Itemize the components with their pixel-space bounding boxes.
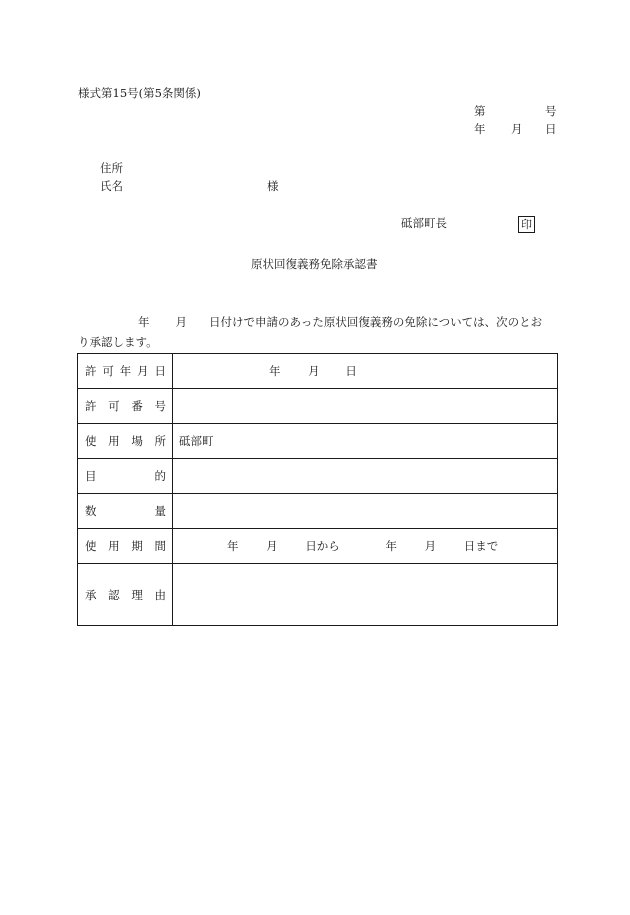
value-permit-number [173, 389, 558, 424]
period-start-year: 年 [227, 539, 239, 553]
use-location-value: 砥部町 [179, 434, 214, 448]
label-char: 量 [154, 504, 166, 518]
label-char: 号 [154, 399, 166, 413]
label-text [85, 363, 166, 379]
body-line2: り承認します。 [78, 335, 158, 349]
label-char: 所 [154, 434, 166, 448]
label-text [85, 503, 166, 519]
label-char: 使 [85, 539, 97, 553]
label-char: 数 [85, 504, 97, 518]
table-row [78, 529, 558, 564]
label-char: 可 [108, 399, 120, 413]
date-year: 年 [474, 122, 486, 136]
value-permit-date [173, 354, 558, 389]
label-purpose [78, 459, 173, 494]
period-end-day: 日まで [463, 539, 499, 553]
label-char: 場 [131, 434, 143, 448]
table-row [78, 459, 558, 494]
label-char: 月 [137, 364, 149, 378]
label-quantity [78, 494, 173, 529]
label-permit-date [78, 354, 173, 389]
document-title: 原状回復義務免除承認書 [251, 257, 378, 271]
label-char: 間 [154, 539, 166, 553]
permit-day: 日 [345, 364, 357, 378]
label-char: 用 [108, 539, 120, 553]
body-year: 年 [138, 315, 150, 329]
label-text [85, 538, 166, 554]
issuer-title: 砥部町長 [401, 216, 447, 230]
label-char: 的 [154, 469, 166, 483]
value-purpose [173, 459, 558, 494]
permit-month: 月 [308, 364, 320, 378]
label-char: 期 [131, 539, 143, 553]
form-number: 様式第15号(第5条関係) [78, 86, 201, 100]
label-char: 承 [85, 587, 97, 602]
label-permit-number [78, 389, 173, 424]
permit-year: 年 [269, 364, 281, 378]
label-char: 使 [85, 434, 97, 448]
label-char: 由 [154, 587, 166, 602]
period-end-month: 月 [424, 539, 437, 553]
label-text [85, 587, 166, 603]
period-end-year: 年 [385, 539, 397, 553]
body-paragraph [78, 312, 558, 352]
table-row [78, 424, 558, 459]
label-use-location [78, 424, 173, 459]
table-row [78, 389, 558, 424]
body-month: 月 [175, 315, 187, 329]
label-char: 許 [85, 399, 97, 413]
table-row [78, 354, 558, 389]
value-quantity [173, 494, 558, 529]
label-char: 年 [119, 364, 132, 378]
honorific: 様 [267, 179, 279, 193]
period-start-month: 月 [266, 539, 278, 553]
table-row [78, 564, 558, 626]
table-row [78, 494, 558, 529]
label-approval-reason [78, 564, 173, 626]
label-char: 日 [154, 364, 166, 378]
date-month: 月 [511, 122, 523, 136]
address-label: 住所 [100, 161, 123, 175]
label-char: 認 [108, 587, 120, 602]
label-text [85, 433, 166, 449]
label-use-period [78, 529, 173, 564]
approval-table [77, 353, 558, 626]
label-char: 目 [85, 469, 97, 483]
document-number-suffix: 号 [545, 104, 557, 118]
label-char: 許 [85, 364, 97, 378]
label-char: 理 [131, 587, 143, 602]
label-char: 番 [131, 399, 143, 413]
seal-stamp: 印 [518, 216, 535, 233]
label-text [85, 398, 166, 414]
label-char: 用 [108, 434, 120, 448]
value-approval-reason [173, 564, 558, 626]
document-number-prefix: 第 [474, 104, 486, 118]
date-day: 日 [545, 122, 557, 136]
label-text [85, 468, 166, 484]
name-label: 氏名 [100, 179, 123, 193]
value-use-period [173, 529, 558, 564]
value-use-location [173, 424, 558, 459]
period-start-day: 日から [305, 539, 340, 553]
label-char: 可 [102, 364, 114, 378]
body-line1: 日付けで申請のあった原状回復義務の免除については、次のとお [209, 315, 543, 329]
